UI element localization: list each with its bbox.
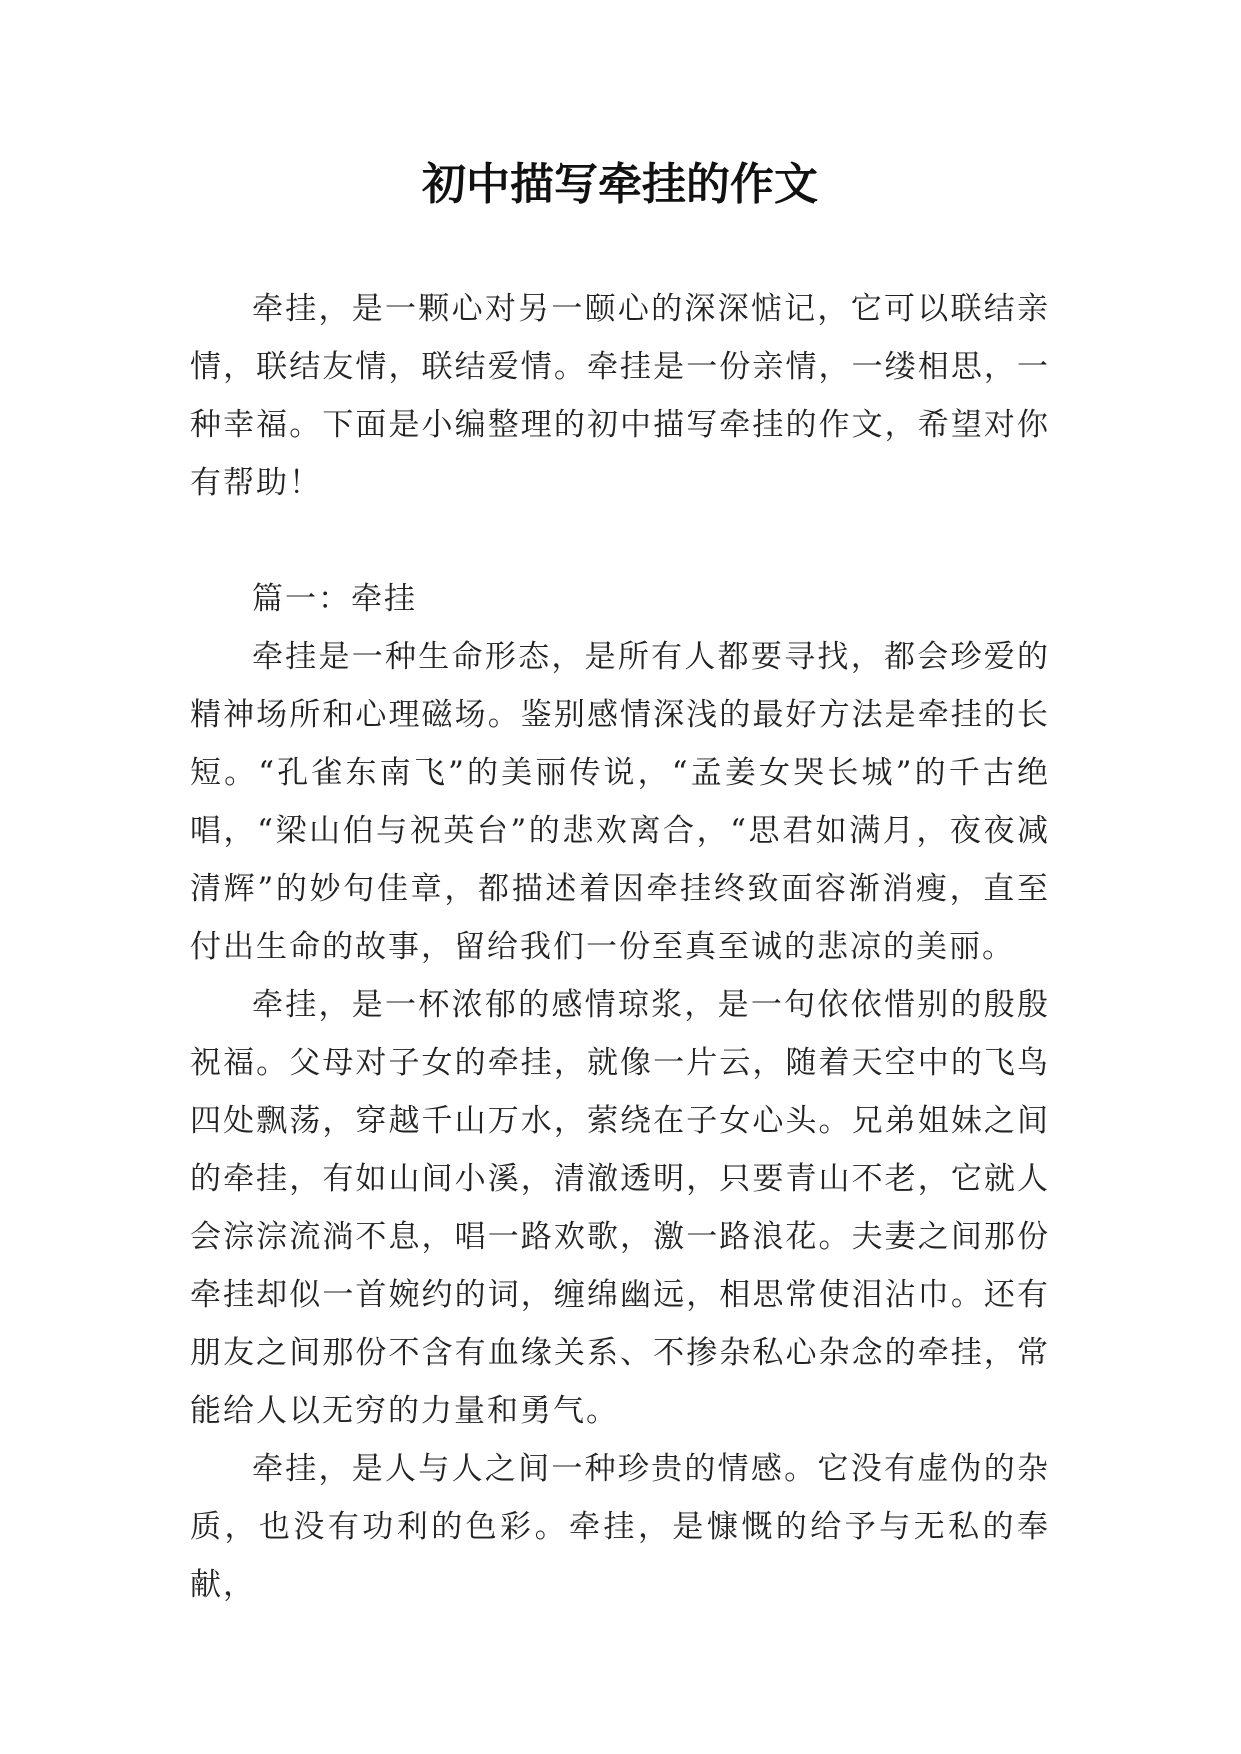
- document-title: 初中描写牵挂的作文: [422, 159, 818, 210]
- body-paragraph-2: 牵挂，是一杯浓郁的感情琼浆，是一句依依惜别的殷殷祝福。父母对子女的牵挂，就像一片云，随着天空中的飞鸟四处飘荡，穿越千山万水，萦绕在子女心头。兄弟姐妹之间的牵挂，有如山间小溪，清澈透明，只要青山不老，它就人会淙淙流淌不息，唱一路欢歌，激一路浪花。夫妻之间那份牵挂却似一首婉约的词，缠绵幽远，相思常使泪沾巾。还有朋友之间那份不含有血缘关系、不掺杂私心杂念的牵挂，常能给人以无穷的力量和勇气。: [190, 987, 1050, 1429]
- body-paragraph-1: 牵挂是一种生命形态，是所有人都要寻找，都会珍爱的精神场所和心理磁场。鉴别感情深浅的最好方法是牵挂的长短。“孔雀东南飞”的美丽传说，“孟姜女哭长城”的千古绝唱，“梁山伯与祝英台”的悲欢离合，“思君如满月，夜夜减清辉”的妙句佳章，都描述着因牵挂终致面容渐消瘦，直至付出生命的故事，留给我们一份至真至诚的悲凉的美丽。: [190, 639, 1050, 965]
- intro-paragraph: 牵挂，是一颗心对另一颐心的深深惦记，它可以联结亲情，联结友情，联结爱情。牵挂是一份亲情，一缕相思，一种幸福。下面是小编整理的初中描写牵挂的作文，希望对你有帮助！: [190, 291, 1050, 501]
- body-paragraph-3: 牵挂，是人与人之间一种珍贵的情感。它没有虚伪的杂质，也没有功利的色彩。牵挂，是慷慨的给予与无私的奉献，: [190, 1451, 1050, 1603]
- section-heading: 篇一：牵挂: [252, 581, 417, 617]
- document-page: [190, 150, 1050, 1614]
